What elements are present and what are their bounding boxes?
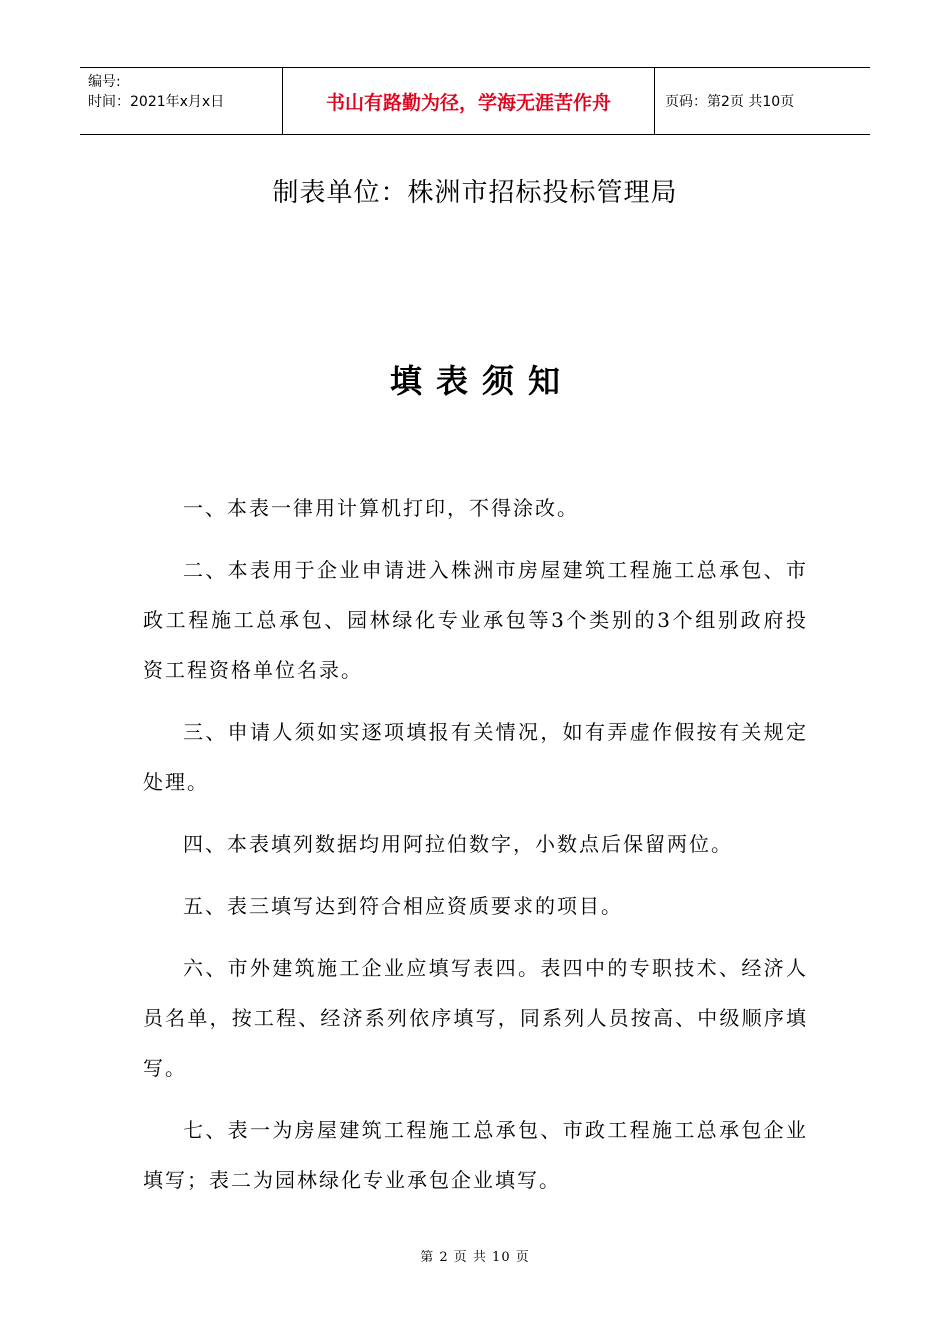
instruction-paragraph-7: 七、表一为房屋建筑工程施工总承包、市政工程施工总承包企业填写；表二为园林绿化专业承包企业填写。 (143, 1118, 808, 1192)
header-meta (80, 68, 282, 134)
header-page-info: 页码：第2页 共10页 (665, 94, 795, 110)
issuing-unit-line: 制表单位：株洲市招标投标管理局 (272, 178, 678, 208)
page-header (80, 67, 870, 135)
header-motto: 书山有路勤为径，学海无涯苦作舟 (282, 68, 655, 134)
document-number-label: 编号: (88, 74, 121, 90)
instruction-paragraph-2: 二、本表用于企业申请进入株洲市房屋建筑工程施工总承包、市政工程施工总承包、园林绿化专业承包等3个类别的3个组别政府投资工程资格单位名录。 (143, 558, 808, 682)
instructions-body (143, 483, 808, 1217)
instruction-paragraph-6: 六、市外建筑施工企业应填写表四。表四中的专职技术、经济人员名单，按工程、经济系列依序填写，同系列人员按高、中级顺序填写。 (143, 956, 808, 1080)
page-title: 填表须知 (389, 362, 574, 400)
instruction-paragraph-3: 三、申请人须如实逐项填报有关情况，如有弄虚作假按有关规定处理。 (143, 720, 808, 794)
page-footer: 第 2 页 共 10 页 (420, 1250, 530, 1265)
instruction-paragraph-1: 一、本表一律用计算机打印，不得涂改。 (183, 496, 579, 520)
instruction-paragraph-5: 五、表三填写达到符合相应资质要求的项目。 (183, 894, 623, 918)
instruction-paragraph-4: 四、本表填列数据均用阿拉伯数字，小数点后保留两位。 (183, 832, 733, 856)
document-time-label: 时间：2021年x月x日 (88, 94, 225, 110)
